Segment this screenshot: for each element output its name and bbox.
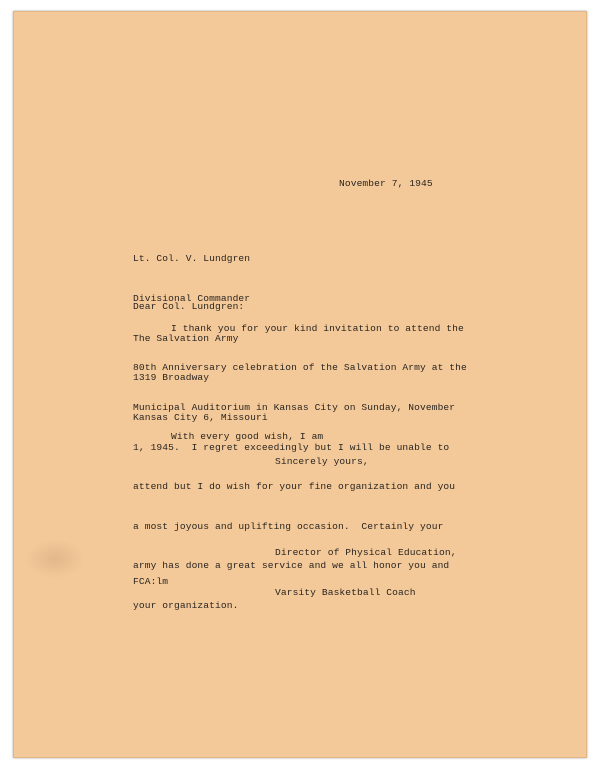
recipient-line: Divisional Commander [133, 293, 251, 305]
recipient-line: The Salvation Army [133, 332, 239, 344]
recipient-line: Lt. Col. V. Lundgren [133, 253, 251, 265]
recipient-line: Kansas City 6, Missouri [133, 411, 268, 423]
body-line: attend but I do wish for your fine organization and you [133, 481, 456, 493]
reference-initials: FCA:lm [133, 576, 169, 587]
body-line: 1, 1945. I regret exceedingly but I will be unable to [133, 441, 450, 453]
body-line: Municipal Auditorium in Kansas City on Sunday, November [133, 402, 456, 414]
closing-wish: With every good wish, I am [171, 431, 324, 442]
body-line: your organization. [133, 600, 239, 612]
signature-line: Varsity Basketball Coach [275, 587, 416, 599]
complimentary-close: Sincerely yours, [275, 456, 369, 467]
signature-line: Director of Physical Education, [275, 547, 457, 559]
recipient-line: 1319 Broadway [133, 372, 210, 384]
body-line: a most joyous and uplifting occasion. Certainly your [133, 520, 444, 532]
body-first-line: I thank you for your kind invitation to attend the [171, 323, 464, 334]
body-line: 80th Anniversary celebration of the Salvation Army at the [133, 362, 467, 374]
paper-smudge [25, 539, 85, 579]
letter-date: November 7, 1945 [339, 178, 433, 189]
salutation: Dear Col. Lundgren: [133, 301, 245, 312]
body-line: army has done a great service and we all honor you and [133, 560, 450, 572]
signature-block [275, 520, 457, 626]
